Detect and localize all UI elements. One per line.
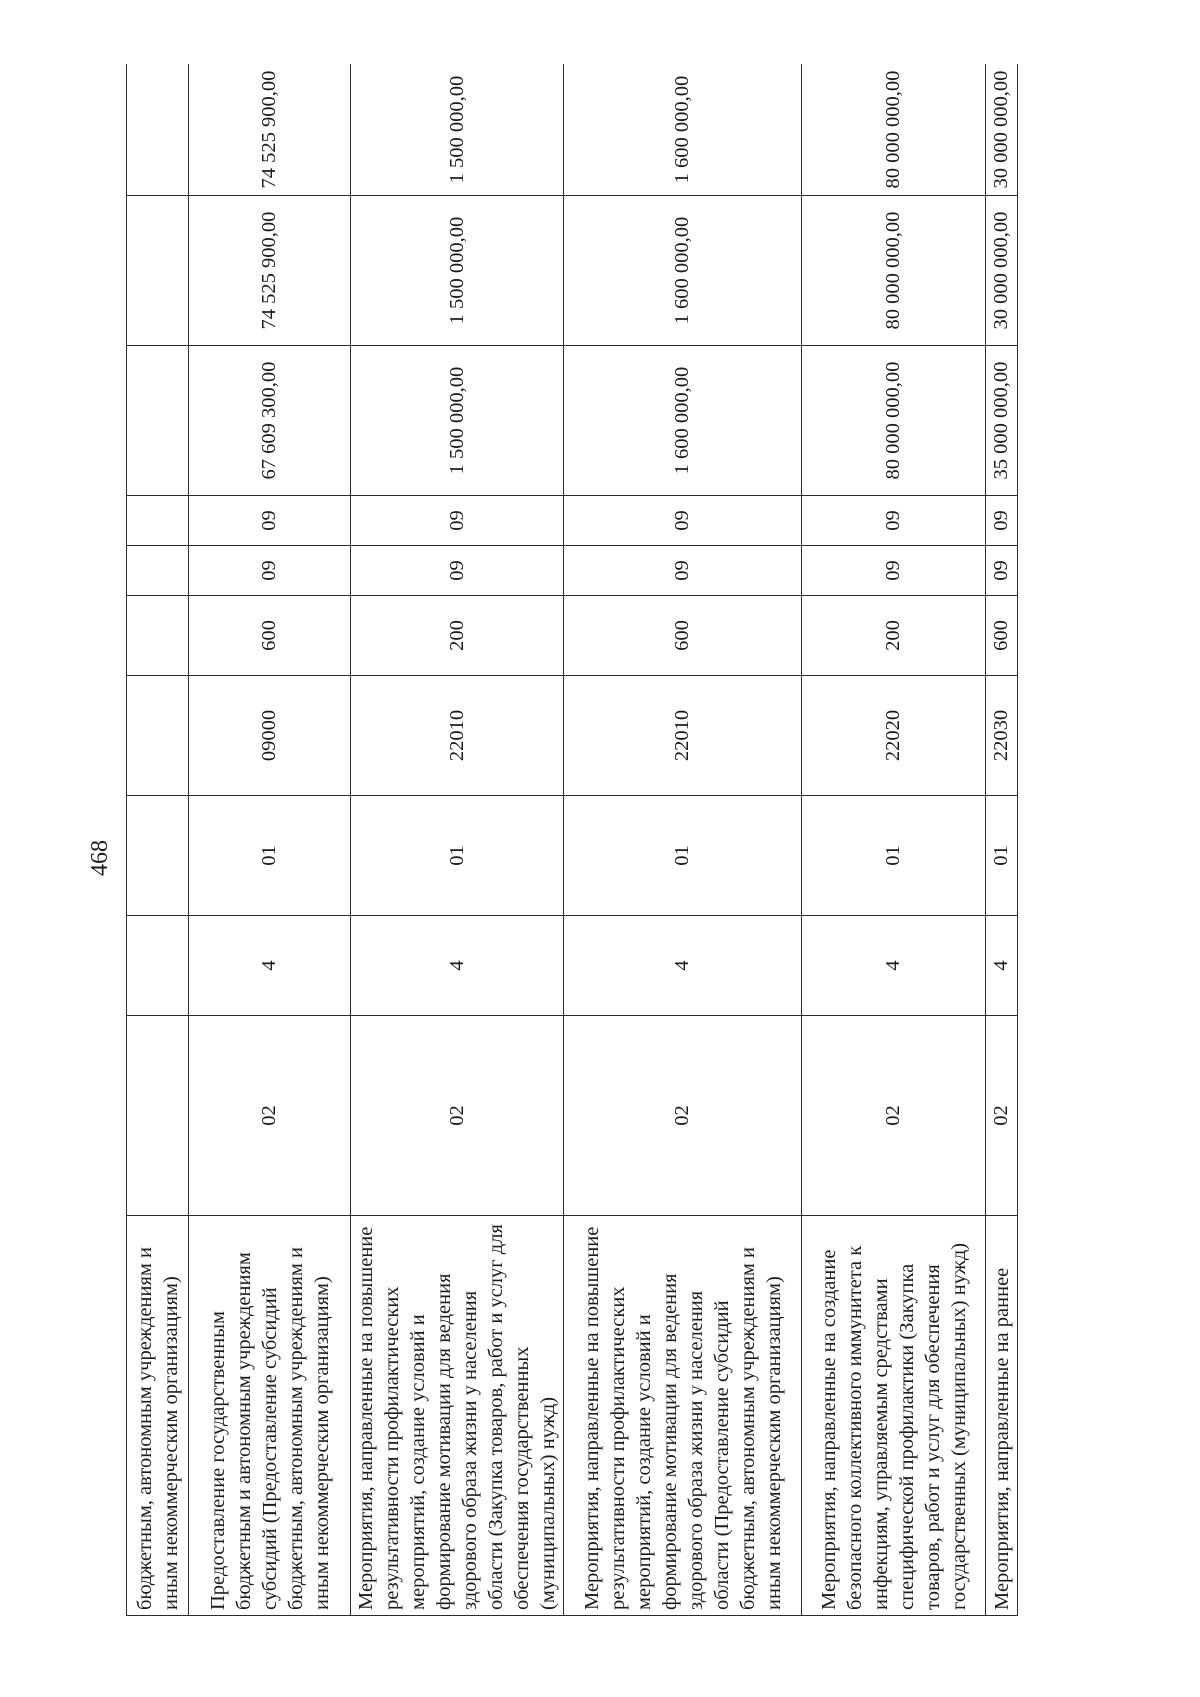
amount-year3-cell: 30 000 000,00 [986,64,1018,196]
subsection-code-cell: 09 [351,496,564,546]
subsection-code-cell [127,496,189,546]
row-name-cell: Мероприятия, направленные на раннее [986,1216,1018,1616]
table-row [564,64,802,1616]
subprogram-code-cell: 4 [351,916,564,1016]
program-code-cell: 02 [802,1016,986,1216]
amount-year1-cell: 80 000 000,00 [802,346,986,496]
expense-type-cell: 200 [351,596,564,676]
program-code-cell: 02 [564,1016,802,1216]
main-event-code-cell: 01 [564,796,802,916]
amount-year2-cell: 80 000 000,00 [802,196,986,346]
amount-year2-cell [127,196,189,346]
amount-year3-cell [127,64,189,196]
table-row [986,64,1018,1616]
budget-table [126,64,1018,1616]
direction-code-cell [127,676,189,796]
section-code-cell: 09 [986,546,1018,596]
program-code-cell: 02 [986,1016,1018,1216]
section-code-cell: 09 [189,546,351,596]
subprogram-code-cell: 4 [802,916,986,1016]
amount-year1-cell: 35 000 000,00 [986,346,1018,496]
expense-type-cell: 600 [564,596,802,676]
expense-type-cell: 600 [986,596,1018,676]
subprogram-code-cell [127,916,189,1016]
row-name-cell: Предоставление государственным бюджетным и автономным учреждениям субсидий (Предоставление субсидий бюджетным, автономным учреждениям и иным некоммерческим организациям) [189,1216,351,1616]
amount-year3-cell: 1 600 000,00 [564,64,802,196]
rotated-page-frame [126,64,1126,1616]
direction-code-cell: 22030 [986,676,1018,796]
amount-year2-cell: 30 000 000,00 [986,196,1018,346]
row-name-cell: Мероприятия, направленные на создание безопасного коллективного иммунитета к инфекциям, управляемым средствами специфической профилактики (Закупка товаров, работ и услуг для обеспечения государственных (муниципальных) нужд) [802,1216,986,1616]
subprogram-code-cell: 4 [564,916,802,1016]
main-event-code-cell [127,796,189,916]
row-name-cell: Мероприятия, направленные на повышение результативности профилактических мероприятий, создание условий и формирование мотивации для ведения здорового образа жизни у населения области (Закупка товаров, работ и услуг для обеспечения государственных (муниципальных) нужд) [351,1216,564,1616]
expense-type-cell: 200 [802,596,986,676]
section-code-cell: 09 [351,546,564,596]
subsection-code-cell: 09 [802,496,986,546]
program-code-cell: 02 [189,1016,351,1216]
section-code-cell [127,546,189,596]
main-event-code-cell: 01 [986,796,1018,916]
page-number: 468 [87,840,113,876]
amount-year1-cell: 1 500 000,00 [351,346,564,496]
row-name-cell: бюджетным, автономным учреждениям и иным некоммерческим организациям) [127,1216,189,1616]
main-event-code-cell: 01 [351,796,564,916]
direction-code-cell: 22020 [802,676,986,796]
amount-year3-cell: 1 500 000,00 [351,64,564,196]
program-code-cell [127,1016,189,1216]
direction-code-cell: 22010 [564,676,802,796]
amount-year1-cell: 1 600 000,00 [564,346,802,496]
subsection-code-cell: 09 [564,496,802,546]
row-name-cell: Мероприятия, направленные на повышение результативности профилактических мероприятий, создание условий и формирование мотивации для ведения здорового образа жизни у населения области (Предоставление субсидий бюджетным, автономным учреждениям и иным некоммерческим организациям) [564,1216,802,1616]
direction-code-cell: 22010 [351,676,564,796]
amount-year2-cell: 1 600 000,00 [564,196,802,346]
table-row [351,64,564,1616]
amount-year3-cell: 80 000 000,00 [802,64,986,196]
expense-type-cell [127,596,189,676]
amount-year3-cell: 74 525 900,00 [189,64,351,196]
subprogram-code-cell: 4 [986,916,1018,1016]
amount-year2-cell: 1 500 000,00 [351,196,564,346]
table-row [127,64,189,1616]
amount-year1-cell [127,346,189,496]
amount-year2-cell: 74 525 900,00 [189,196,351,346]
table-row [189,64,351,1616]
subprogram-code-cell: 4 [189,916,351,1016]
subsection-code-cell: 09 [189,496,351,546]
main-event-code-cell: 01 [802,796,986,916]
direction-code-cell: 09000 [189,676,351,796]
section-code-cell: 09 [802,546,986,596]
table-row [802,64,986,1616]
expense-type-cell: 600 [189,596,351,676]
main-event-code-cell: 01 [189,796,351,916]
amount-year1-cell: 67 609 300,00 [189,346,351,496]
program-code-cell: 02 [351,1016,564,1216]
subsection-code-cell: 09 [986,496,1018,546]
rotated-table-content [126,64,1126,1616]
section-code-cell: 09 [564,546,802,596]
